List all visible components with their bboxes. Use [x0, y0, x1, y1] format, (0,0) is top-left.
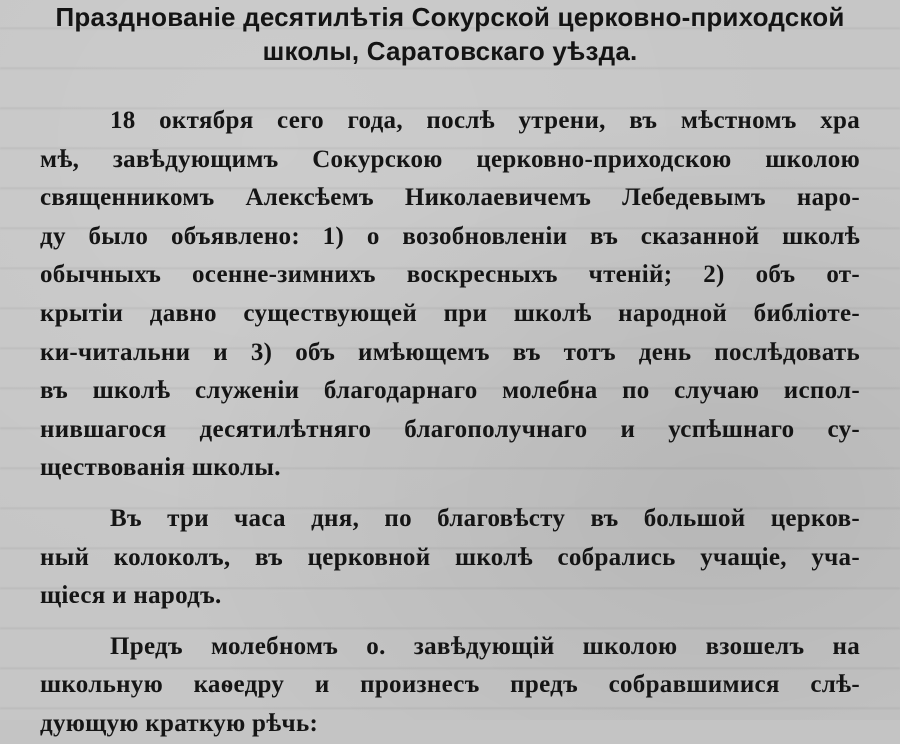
- text-line: ществованія школы.: [40, 454, 281, 482]
- text-line: ный колоколъ, въ церковной школѣ собрались учащіе, уча-: [40, 543, 860, 571]
- paragraph-3: [40, 628, 860, 744]
- text-line: ду было объявлено: 1) о возобновленіи въ сказанной школѣ: [40, 222, 860, 250]
- text-line: обычныхъ осенне-зимнихъ воскресныхъ чтеній; 2) объ от-: [40, 261, 860, 289]
- paragraph-2: [40, 500, 860, 616]
- text-line: священникомъ Алексѣемъ Николаевичемъ Лебедевымъ наро-: [40, 184, 860, 212]
- article-title: [18, 0, 882, 68]
- text-line: щіеся и народъ.: [40, 582, 222, 610]
- title-line-2: школы, Саратовскаго уѣзда.: [262, 36, 638, 66]
- text-line: Предъ молебномъ о. завѣдующій школою взошелъ на: [110, 632, 860, 660]
- title-line-1: Празднованіе десятилѣтія Сокурской церковно-приходской: [55, 2, 845, 32]
- text-line: нившагося десятилѣтняго благополучнаго и успѣшнаго су-: [40, 415, 860, 443]
- text-line: мѣ, завѣдующимъ Сокурскою церковно-приходскою школою: [40, 145, 860, 173]
- text-line: крытіи давно существующей при школѣ народной библіоте-: [40, 299, 860, 327]
- paragraph-gap: [40, 488, 860, 500]
- text-line: 18 октября сего года, послѣ утрени, въ мѣстномъ хра: [110, 107, 860, 134]
- text-line: ки-читальни и 3) объ имѣющемъ въ тотъ день послѣдовать: [40, 338, 860, 366]
- text-line: школьную каѳедру и произнесъ предъ собравшимися слѣ-: [40, 671, 860, 699]
- text-line: дующую краткую рѣчь:: [40, 709, 319, 737]
- text-line: Въ три часа дня, по благовѣсту въ большой церков-: [110, 504, 860, 532]
- article-body: [40, 102, 860, 744]
- paragraph-1: [40, 102, 860, 488]
- text-line: въ школѣ служеніи благодарнаго молебна по случаю испол-: [40, 377, 860, 405]
- paragraph-gap: [40, 616, 860, 628]
